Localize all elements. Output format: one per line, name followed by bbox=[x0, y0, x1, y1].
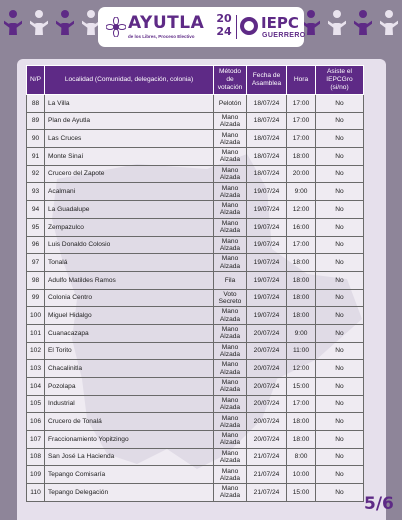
assembly-date-cell: 20/07/24 bbox=[247, 431, 287, 449]
assembly-date-cell: 19/07/24 bbox=[247, 254, 287, 272]
locality-cell: Plan de Ayutla bbox=[45, 112, 214, 130]
table-header-row bbox=[27, 66, 364, 95]
assembly-date-cell: 21/07/24 bbox=[247, 448, 287, 466]
locality-cell: Zempazulco bbox=[45, 218, 214, 236]
table-row bbox=[27, 466, 364, 484]
assembly-time-cell: 20:00 bbox=[287, 165, 316, 183]
locality-cell: Monte Sinaí bbox=[45, 148, 214, 166]
voting-method-cell: Fila bbox=[214, 271, 247, 289]
assembly-time-cell: 18:00 bbox=[287, 413, 316, 431]
voting-method-cell: Mano Alzada bbox=[214, 148, 247, 166]
iepc-attends-cell: No bbox=[316, 236, 364, 254]
locality-cell: Adulfo Matildes Ramos bbox=[45, 271, 214, 289]
assembly-time-cell: 18:00 bbox=[287, 254, 316, 272]
assembly-date-cell: 18/07/24 bbox=[247, 165, 287, 183]
person-icon bbox=[352, 10, 374, 38]
assembly-time-cell: 18:00 bbox=[287, 289, 316, 307]
row-number-cell: 92 bbox=[27, 165, 45, 183]
locality-cell: La Guadalupe bbox=[45, 201, 214, 219]
voting-method-cell: Mano Alzada bbox=[214, 307, 247, 325]
voting-method-cell: Mano Alzada bbox=[214, 324, 247, 342]
locality-cell: Industrial bbox=[45, 395, 214, 413]
iepc-attends-cell: No bbox=[316, 448, 364, 466]
table-row bbox=[27, 324, 364, 342]
row-number-cell: 105 bbox=[27, 395, 45, 413]
column-header: Hora bbox=[287, 66, 316, 95]
assembly-date-cell: 19/07/24 bbox=[247, 218, 287, 236]
row-number-cell: 107 bbox=[27, 431, 45, 449]
org-subtitle: GUERRERO bbox=[262, 32, 306, 39]
voting-method-cell: Mano Alzada bbox=[214, 218, 247, 236]
row-number-cell: 101 bbox=[27, 324, 45, 342]
assembly-time-cell: 17:00 bbox=[287, 130, 316, 148]
iepc-attends-cell: No bbox=[316, 342, 364, 360]
voting-method-cell: Mano Alzada bbox=[214, 201, 247, 219]
iepc-emblem-icon bbox=[240, 17, 258, 35]
people-decoration-left bbox=[2, 10, 102, 38]
row-number-cell: 97 bbox=[27, 254, 45, 272]
row-number-cell: 96 bbox=[27, 236, 45, 254]
voting-method-cell: Mano Alzada bbox=[214, 413, 247, 431]
voting-method-cell: Pelotón bbox=[214, 95, 247, 113]
assemblies-table bbox=[26, 65, 364, 502]
table-row bbox=[27, 484, 364, 502]
voting-method-cell: Mano Alzada bbox=[214, 254, 247, 272]
assembly-date-cell: 20/07/24 bbox=[247, 360, 287, 378]
iepc-attends-cell: No bbox=[316, 431, 364, 449]
voting-method-cell: Mano Alzada bbox=[214, 378, 247, 396]
voting-method-cell: Mano Alzada bbox=[214, 466, 247, 484]
row-number-cell: 106 bbox=[27, 413, 45, 431]
locality-cell: El Torito bbox=[45, 342, 214, 360]
logo-card bbox=[98, 7, 304, 47]
assembly-date-cell: 21/07/24 bbox=[247, 466, 287, 484]
assembly-time-cell: 11:00 bbox=[287, 342, 316, 360]
voting-method-cell: Mano Alzada bbox=[214, 484, 247, 502]
table-row bbox=[27, 413, 364, 431]
locality-cell: Pozolapa bbox=[45, 378, 214, 396]
assembly-date-cell: 18/07/24 bbox=[247, 130, 287, 148]
assembly-date-cell: 19/07/24 bbox=[247, 307, 287, 325]
row-number-cell: 90 bbox=[27, 130, 45, 148]
iepc-attends-cell: No bbox=[316, 130, 364, 148]
assembly-time-cell: 18:00 bbox=[287, 271, 316, 289]
year-top: 20 bbox=[216, 12, 232, 25]
voting-method-cell: Mano Alzada bbox=[214, 448, 247, 466]
assembly-time-cell: 17:00 bbox=[287, 236, 316, 254]
iepc-attends-cell: No bbox=[316, 165, 364, 183]
table-row bbox=[27, 218, 364, 236]
iepc-attends-cell: No bbox=[316, 112, 364, 130]
column-header: Localidad (Comunidad, delegación, colonia) bbox=[45, 66, 214, 95]
assembly-time-cell: 18:00 bbox=[287, 307, 316, 325]
assembly-date-cell: 20/07/24 bbox=[247, 413, 287, 431]
iepc-attends-cell: No bbox=[316, 218, 364, 236]
assembly-date-cell: 20/07/24 bbox=[247, 342, 287, 360]
iepc-attends-cell: No bbox=[316, 324, 364, 342]
locality-cell: Tepango Comisaría bbox=[45, 466, 214, 484]
assembly-date-cell: 19/07/24 bbox=[247, 183, 287, 201]
iepc-attends-cell: No bbox=[316, 484, 364, 502]
assembly-time-cell: 17:00 bbox=[287, 395, 316, 413]
locality-cell: Colonia Centro bbox=[45, 289, 214, 307]
assembly-date-cell: 18/07/24 bbox=[247, 95, 287, 113]
assembly-time-cell: 18:00 bbox=[287, 431, 316, 449]
row-number-cell: 89 bbox=[27, 112, 45, 130]
iepc-attends-cell: No bbox=[316, 466, 364, 484]
voting-method-cell: Mano Alzada bbox=[214, 360, 247, 378]
assembly-date-cell: 19/07/24 bbox=[247, 236, 287, 254]
iepc-attends-cell: No bbox=[316, 289, 364, 307]
column-header: Método de votación bbox=[214, 66, 247, 95]
person-icon bbox=[54, 10, 76, 38]
iepc-attends-cell: No bbox=[316, 413, 364, 431]
table-row bbox=[27, 448, 364, 466]
locality-cell: Chacalinitla bbox=[45, 360, 214, 378]
assembly-time-cell: 12:00 bbox=[287, 360, 316, 378]
locality-cell: Acalmani bbox=[45, 183, 214, 201]
table-row bbox=[27, 395, 364, 413]
locality-cell: La Villa bbox=[45, 95, 214, 113]
assembly-time-cell: 9:00 bbox=[287, 183, 316, 201]
table-row bbox=[27, 95, 364, 113]
table-row bbox=[27, 289, 364, 307]
assembly-date-cell: 19/07/24 bbox=[247, 289, 287, 307]
column-header: Fecha de Asamblea bbox=[247, 66, 287, 95]
table-row bbox=[27, 254, 364, 272]
assembly-time-cell: 8:00 bbox=[287, 448, 316, 466]
row-number-cell: 95 bbox=[27, 218, 45, 236]
brand-title: AYUTLA bbox=[128, 13, 205, 33]
locality-cell: Luis Donaldo Colosio bbox=[45, 236, 214, 254]
row-number-cell: 109 bbox=[27, 466, 45, 484]
iepc-attends-cell: No bbox=[316, 201, 364, 219]
people-decoration-right bbox=[300, 10, 400, 38]
row-number-cell: 99 bbox=[27, 289, 45, 307]
iepc-attends-cell: No bbox=[316, 148, 364, 166]
locality-cell: Cuanacazapa bbox=[45, 324, 214, 342]
table-row bbox=[27, 271, 364, 289]
table-row bbox=[27, 431, 364, 449]
flower-logo-icon bbox=[106, 17, 126, 37]
assembly-date-cell: 18/07/24 bbox=[247, 112, 287, 130]
voting-method-cell: Mano Alzada bbox=[214, 395, 247, 413]
assembly-time-cell: 9:00 bbox=[287, 324, 316, 342]
table-row bbox=[27, 342, 364, 360]
row-number-cell: 93 bbox=[27, 183, 45, 201]
voting-method-cell: Mano Alzada bbox=[214, 165, 247, 183]
column-header: Asiste el IEPCGro (si/no) bbox=[316, 66, 364, 95]
voting-method-cell: Mano Alzada bbox=[214, 236, 247, 254]
row-number-cell: 110 bbox=[27, 484, 45, 502]
table-row bbox=[27, 112, 364, 130]
person-icon bbox=[378, 10, 400, 38]
person-icon bbox=[2, 10, 24, 38]
locality-cell: Crucero del Zapote bbox=[45, 165, 214, 183]
locality-cell: San José La Hacienda bbox=[45, 448, 214, 466]
voting-method-cell: Mano Alzada bbox=[214, 431, 247, 449]
logo-divider bbox=[236, 15, 237, 39]
iepc-attends-cell: No bbox=[316, 183, 364, 201]
header-banner bbox=[0, 0, 402, 50]
iepc-attends-cell: No bbox=[316, 95, 364, 113]
assembly-date-cell: 20/07/24 bbox=[247, 395, 287, 413]
assembly-date-cell: 20/07/24 bbox=[247, 378, 287, 396]
locality-cell: Tonalá bbox=[45, 254, 214, 272]
column-header: N/P bbox=[27, 66, 45, 95]
row-number-cell: 100 bbox=[27, 307, 45, 325]
assembly-time-cell: 17:00 bbox=[287, 112, 316, 130]
assembly-time-cell: 10:00 bbox=[287, 466, 316, 484]
assembly-time-cell: 18:00 bbox=[287, 148, 316, 166]
voting-method-cell: Mano Alzada bbox=[214, 130, 247, 148]
table-row bbox=[27, 360, 364, 378]
row-number-cell: 88 bbox=[27, 95, 45, 113]
iepc-attends-cell: No bbox=[316, 395, 364, 413]
table-row bbox=[27, 236, 364, 254]
iepc-attends-cell: No bbox=[316, 307, 364, 325]
table-row bbox=[27, 148, 364, 166]
table-row bbox=[27, 183, 364, 201]
assembly-date-cell: 19/07/24 bbox=[247, 271, 287, 289]
iepc-attends-cell: No bbox=[316, 254, 364, 272]
locality-cell: Tepango Delegación bbox=[45, 484, 214, 502]
table-row bbox=[27, 165, 364, 183]
assembly-time-cell: 17:00 bbox=[287, 95, 316, 113]
iepc-attends-cell: No bbox=[316, 378, 364, 396]
brand-year bbox=[215, 12, 233, 38]
iepc-attends-cell: No bbox=[316, 271, 364, 289]
row-number-cell: 91 bbox=[27, 148, 45, 166]
assembly-date-cell: 19/07/24 bbox=[247, 201, 287, 219]
locality-cell: Las Cruces bbox=[45, 130, 214, 148]
row-number-cell: 102 bbox=[27, 342, 45, 360]
iepc-attends-cell: No bbox=[316, 360, 364, 378]
locality-cell: Crucero de Tonalá bbox=[45, 413, 214, 431]
assembly-date-cell: 20/07/24 bbox=[247, 324, 287, 342]
voting-method-cell: Mano Alzada bbox=[214, 342, 247, 360]
locality-cell: Miguel Hidalgo bbox=[45, 307, 214, 325]
assembly-date-cell: 18/07/24 bbox=[247, 148, 287, 166]
assembly-time-cell: 15:00 bbox=[287, 378, 316, 396]
assembly-time-cell: 12:00 bbox=[287, 201, 316, 219]
row-number-cell: 103 bbox=[27, 360, 45, 378]
assembly-time-cell: 16:00 bbox=[287, 218, 316, 236]
year-bottom: 24 bbox=[216, 25, 232, 38]
table-row bbox=[27, 201, 364, 219]
voting-method-cell: Voto Secreto bbox=[214, 289, 247, 307]
row-number-cell: 104 bbox=[27, 378, 45, 396]
brand-subtitle: de los Libres, Proceso Electivo bbox=[128, 34, 195, 39]
locality-cell: Fraccionamiento Yopitzingo bbox=[45, 431, 214, 449]
voting-method-cell: Mano Alzada bbox=[214, 112, 247, 130]
assembly-time-cell: 15:00 bbox=[287, 484, 316, 502]
row-number-cell: 108 bbox=[27, 448, 45, 466]
row-number-cell: 94 bbox=[27, 201, 45, 219]
org-title: IEPC bbox=[261, 14, 299, 32]
row-number-cell: 98 bbox=[27, 271, 45, 289]
table-row bbox=[27, 130, 364, 148]
person-icon bbox=[28, 10, 50, 38]
voting-method-cell: Mano Alzada bbox=[214, 183, 247, 201]
table-row bbox=[27, 307, 364, 325]
person-icon bbox=[326, 10, 348, 38]
table-row bbox=[27, 378, 364, 396]
page-number: 5/6 bbox=[364, 494, 394, 514]
assembly-date-cell: 21/07/24 bbox=[247, 484, 287, 502]
